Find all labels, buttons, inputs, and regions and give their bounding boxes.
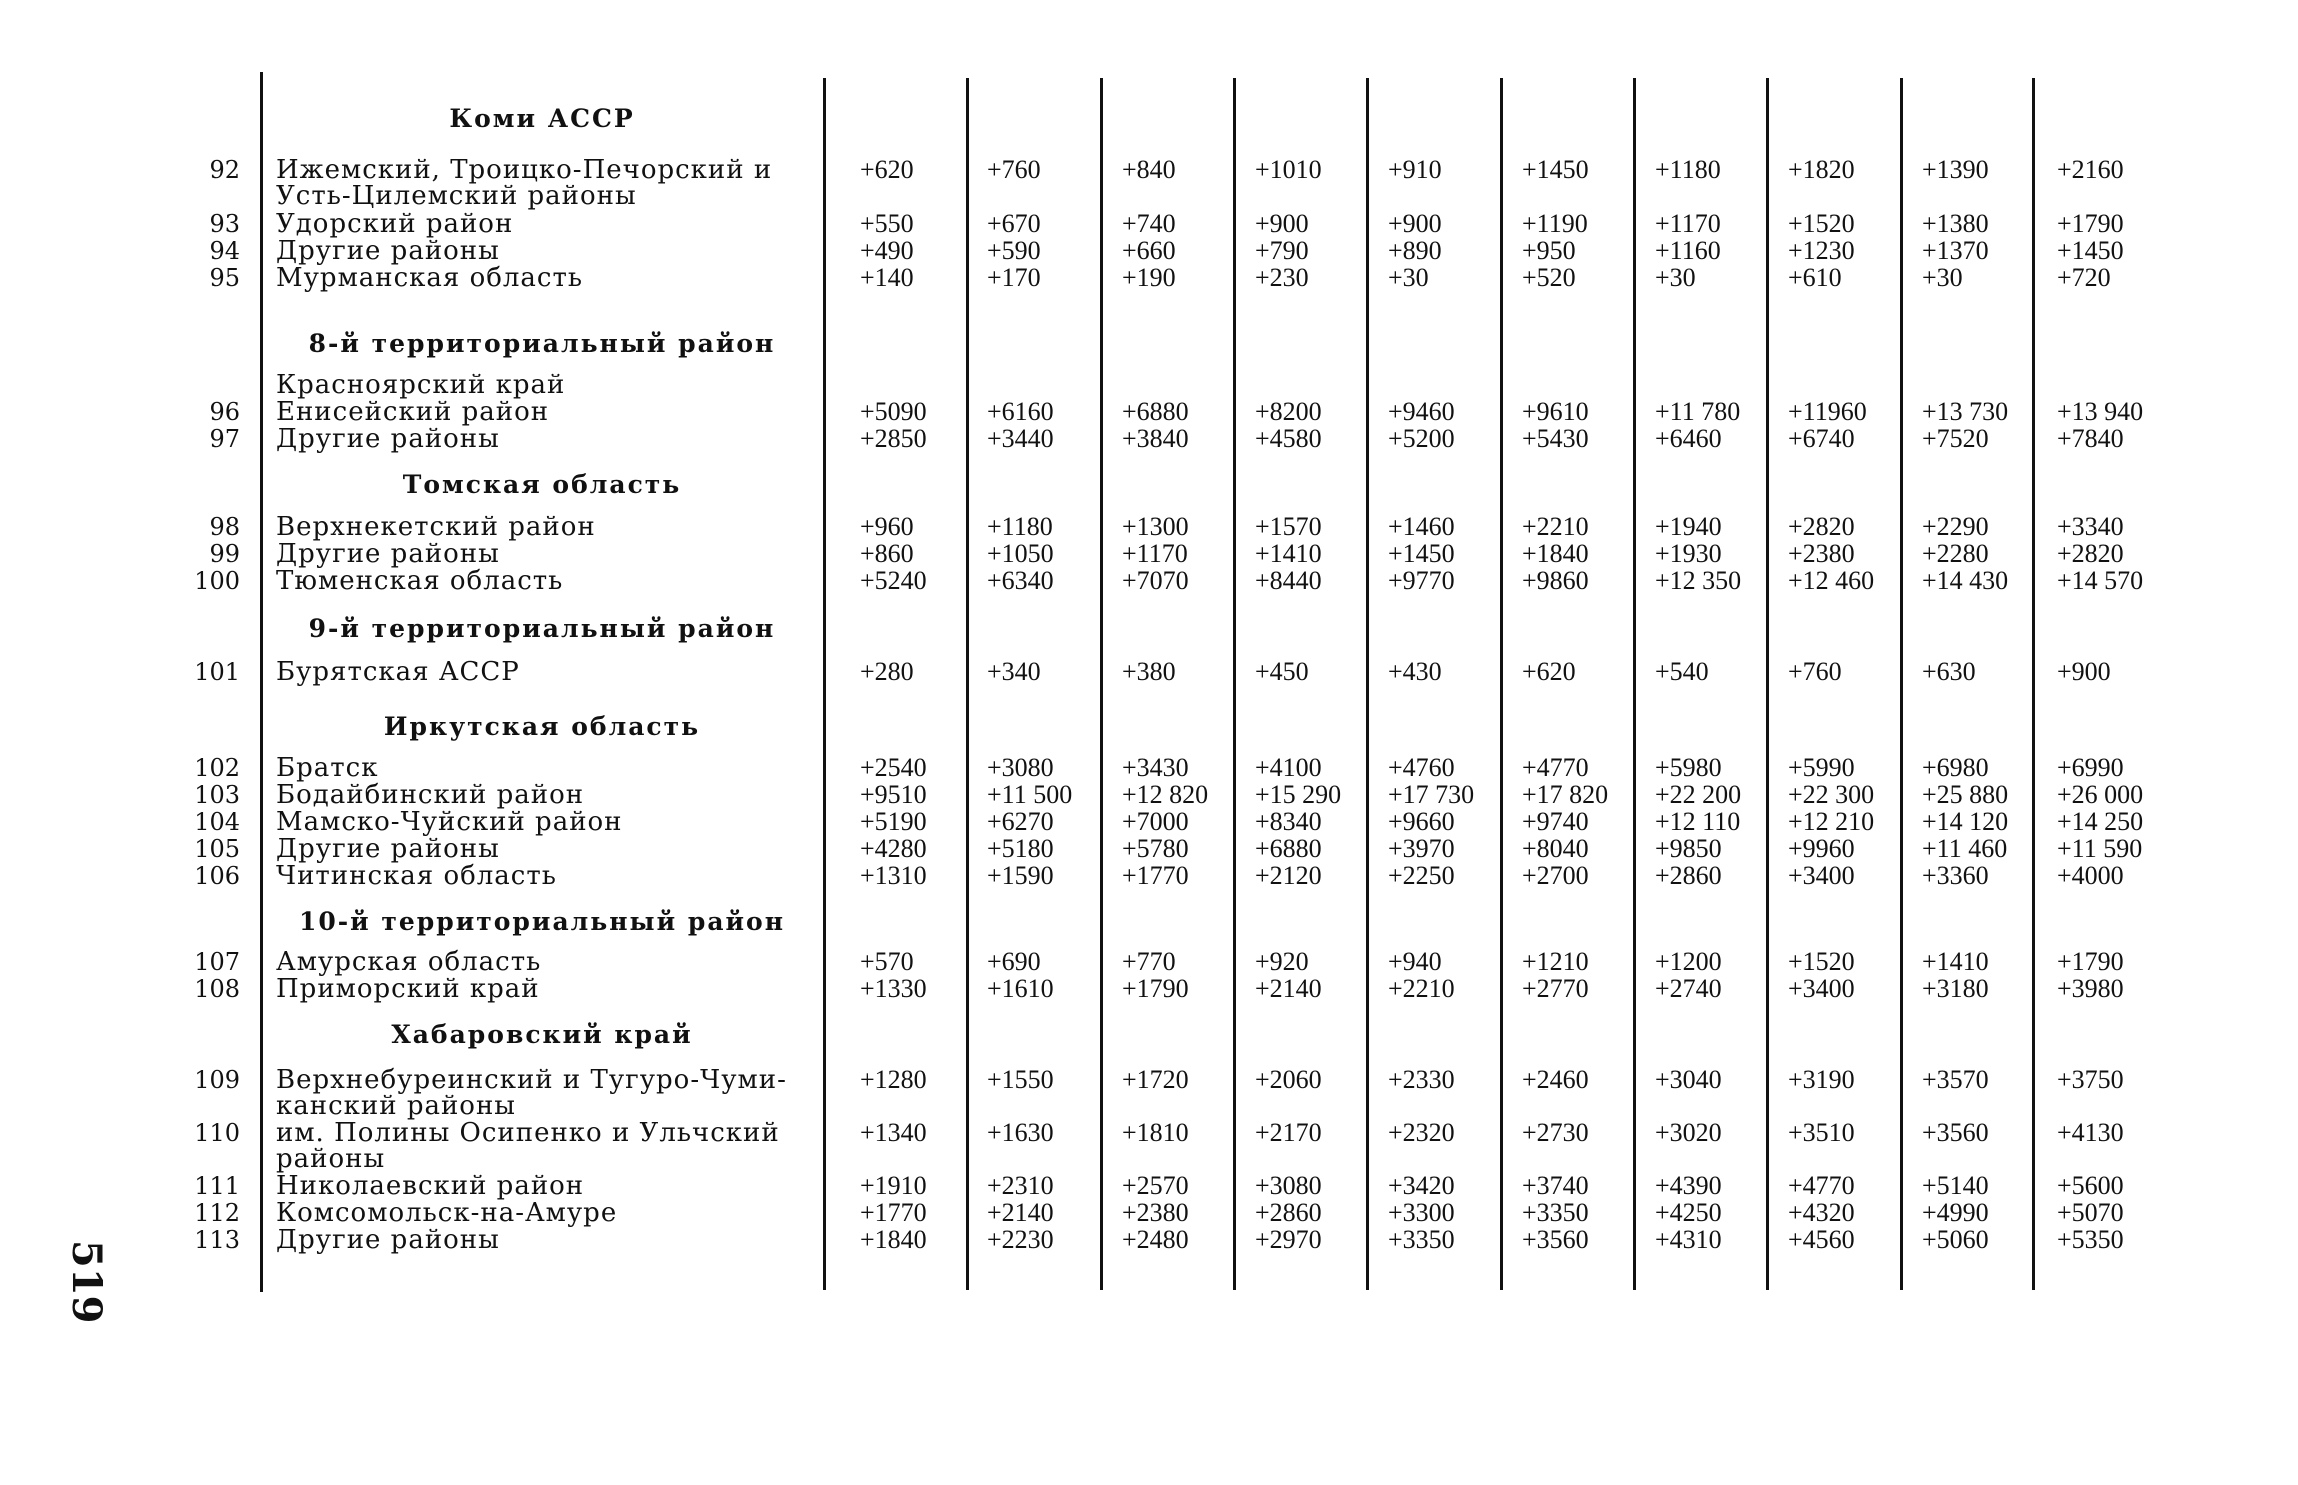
value-cell: +6340 (987, 566, 1054, 595)
value-cell: +2860 (1255, 1198, 1322, 1227)
column-rule (1233, 78, 1236, 1290)
value-cell: +230 (1255, 263, 1309, 292)
value-cell: +11 780 (1655, 397, 1741, 426)
value-cell: +550 (860, 209, 914, 238)
value-cell: +1450 (2057, 236, 2124, 265)
row-name: Приморский край (276, 974, 540, 1004)
row-name: Бодайбинский район (276, 780, 585, 810)
value-cell: +2380 (1122, 1198, 1189, 1227)
value-cell: +890 (1388, 236, 1442, 265)
row-number: 93 (209, 210, 240, 238)
section-header: Коми АССР (449, 104, 635, 133)
row-number: 106 (194, 862, 240, 890)
value-cell: +190 (1122, 263, 1176, 292)
value-cell: +690 (987, 947, 1041, 976)
value-cell: +3970 (1388, 834, 1455, 863)
value-cell: +12 460 (1788, 566, 1875, 595)
value-cell: +12 210 (1788, 807, 1875, 836)
value-cell: +4130 (2057, 1118, 2124, 1147)
value-cell: +4580 (1255, 424, 1322, 453)
column-rule (2032, 78, 2035, 1290)
value-cell: +6980 (1922, 753, 1989, 782)
value-cell: +1380 (1922, 209, 1989, 238)
value-cell: +1210 (1522, 947, 1589, 976)
value-cell: +3980 (2057, 974, 2124, 1003)
row-number: 103 (194, 781, 240, 809)
value-cell: +11 500 (987, 780, 1073, 809)
value-cell: +4310 (1655, 1225, 1722, 1254)
value-cell: +2320 (1388, 1118, 1455, 1147)
value-cell: +1820 (1788, 155, 1855, 184)
value-cell: +1410 (1255, 539, 1322, 568)
value-cell: +1770 (860, 1198, 927, 1227)
column-rule (1100, 78, 1103, 1290)
value-cell: +3570 (1922, 1065, 1989, 1094)
value-cell: +3440 (987, 424, 1054, 453)
value-cell: +15 290 (1255, 780, 1342, 809)
row-number: 101 (194, 658, 240, 686)
value-cell: +5140 (1922, 1171, 1989, 1200)
value-cell: +3080 (1255, 1171, 1322, 1200)
value-cell: +860 (860, 539, 914, 568)
value-cell: +1840 (860, 1225, 927, 1254)
value-cell: +900 (2057, 657, 2111, 686)
value-cell: +14 120 (1922, 807, 2009, 836)
value-cell: +9510 (860, 780, 927, 809)
value-cell: +9660 (1388, 807, 1455, 836)
value-cell: +2310 (987, 1171, 1054, 1200)
section-header: 10-й территориальный район (298, 907, 786, 936)
value-cell: +9610 (1522, 397, 1589, 426)
row-number: 95 (209, 264, 240, 292)
section-header: 8-й территориальный район (308, 329, 776, 358)
value-cell: +1200 (1655, 947, 1722, 976)
row-number: 112 (194, 1199, 240, 1227)
value-cell: +660 (1122, 236, 1176, 265)
value-cell: +2770 (1522, 974, 1589, 1003)
row-name: Братск (276, 753, 379, 783)
section-header: Иркутская область (383, 712, 701, 741)
value-cell: +5070 (2057, 1198, 2124, 1227)
value-cell: +1280 (860, 1065, 927, 1094)
value-cell: +1810 (1122, 1118, 1189, 1147)
value-cell: +1520 (1788, 947, 1855, 976)
value-cell: +5600 (2057, 1171, 2124, 1200)
value-cell: +760 (1788, 657, 1842, 686)
value-cell: +2740 (1655, 974, 1722, 1003)
value-cell: +5430 (1522, 424, 1589, 453)
value-cell: +3560 (1522, 1225, 1589, 1254)
value-cell: +8200 (1255, 397, 1322, 426)
value-cell: +3560 (1922, 1118, 1989, 1147)
value-cell: +7520 (1922, 424, 1989, 453)
row-number: 99 (209, 540, 240, 568)
value-cell: +3360 (1922, 861, 1989, 890)
value-cell: +2570 (1122, 1171, 1189, 1200)
row-name: Другие районы (276, 539, 500, 569)
row-number: 92 (209, 156, 240, 184)
value-cell: +14 430 (1922, 566, 2009, 595)
value-cell: +2380 (1788, 539, 1855, 568)
row-name: Другие районы (276, 1225, 500, 1255)
value-cell: +170 (987, 263, 1041, 292)
value-cell: +3750 (2057, 1065, 2124, 1094)
value-cell: +14 570 (2057, 566, 2144, 595)
value-cell: +1930 (1655, 539, 1722, 568)
row-name: им. Полины Осипенко и Ульчский (276, 1118, 780, 1148)
value-cell: +7840 (2057, 424, 2124, 453)
value-cell: +5980 (1655, 753, 1722, 782)
value-cell: +4390 (1655, 1171, 1722, 1200)
value-cell: +900 (1255, 209, 1309, 238)
value-cell: +2120 (1255, 861, 1322, 890)
value-cell: +4770 (1522, 753, 1589, 782)
value-cell: +9860 (1522, 566, 1589, 595)
value-cell: +1550 (987, 1065, 1054, 1094)
value-cell: +3020 (1655, 1118, 1722, 1147)
value-cell: +2820 (1788, 512, 1855, 541)
value-cell: +17 730 (1388, 780, 1475, 809)
value-cell: +1790 (2057, 209, 2124, 238)
value-cell: +1790 (2057, 947, 2124, 976)
value-cell: +2060 (1255, 1065, 1322, 1094)
value-cell: +11 590 (2057, 834, 2143, 863)
row-number: 113 (194, 1226, 240, 1254)
value-cell: +900 (1388, 209, 1442, 238)
value-cell: +380 (1122, 657, 1176, 686)
section-header: 9-й территориальный район (308, 614, 776, 643)
value-cell: +740 (1122, 209, 1176, 238)
value-cell: +1450 (1388, 539, 1455, 568)
row-number: 108 (194, 975, 240, 1003)
row-name: Комсомольск-на-Амуре (276, 1198, 618, 1228)
value-cell: +25 880 (1922, 780, 2009, 809)
row-name: Верхнекетский район (276, 512, 596, 542)
row-name: Читинская область (276, 861, 557, 891)
value-cell: +610 (1788, 263, 1842, 292)
value-cell: +3300 (1388, 1198, 1455, 1227)
table-left-rule (260, 72, 263, 1292)
page-number: 519 (63, 1240, 110, 1324)
value-cell: +1170 (1122, 539, 1188, 568)
value-cell: +3400 (1788, 974, 1855, 1003)
value-cell: +1450 (1522, 155, 1589, 184)
value-cell: +5200 (1388, 424, 1455, 453)
value-cell: +490 (860, 236, 914, 265)
value-cell: +3080 (987, 753, 1054, 782)
value-cell: +2290 (1922, 512, 1989, 541)
value-cell: +2250 (1388, 861, 1455, 890)
value-cell: +6880 (1255, 834, 1322, 863)
value-cell: +5190 (860, 807, 927, 836)
column-rule (1900, 78, 1903, 1290)
value-cell: +2140 (1255, 974, 1322, 1003)
column-rule (966, 78, 969, 1290)
value-cell: +280 (860, 657, 914, 686)
value-cell: +1410 (1922, 947, 1989, 976)
row-name: Другие районы (276, 834, 500, 864)
value-cell: +1590 (987, 861, 1054, 890)
value-cell: +1940 (1655, 512, 1722, 541)
row-number: 111 (194, 1172, 240, 1200)
value-cell: +140 (860, 263, 914, 292)
row-name: Усть-Цилемский районы (276, 181, 637, 211)
value-cell: +720 (2057, 263, 2111, 292)
value-cell: +3740 (1522, 1171, 1589, 1200)
row-name: Другие районы (276, 236, 500, 266)
row-name: Удорский район (276, 209, 514, 239)
value-cell: +4320 (1788, 1198, 1855, 1227)
value-cell: +5180 (987, 834, 1054, 863)
value-cell: +8040 (1522, 834, 1589, 863)
value-cell: +11 460 (1922, 834, 2008, 863)
value-cell: +1180 (987, 512, 1053, 541)
row-number: 102 (194, 754, 240, 782)
value-cell: +14 250 (2057, 807, 2144, 836)
value-cell: +1570 (1255, 512, 1322, 541)
row-number: 109 (194, 1066, 240, 1094)
value-cell: +520 (1522, 263, 1576, 292)
value-cell: +450 (1255, 657, 1309, 686)
value-cell: +1310 (860, 861, 927, 890)
row-number: 107 (194, 948, 240, 976)
value-cell: +1910 (860, 1171, 927, 1200)
value-cell: +7070 (1122, 566, 1189, 595)
column-rule (1633, 78, 1636, 1290)
value-cell: +340 (987, 657, 1041, 686)
value-cell: +9850 (1655, 834, 1722, 863)
value-cell: +4250 (1655, 1198, 1722, 1227)
value-cell: +1190 (1522, 209, 1588, 238)
column-rule (1500, 78, 1503, 1290)
value-cell: +13 730 (1922, 397, 2009, 426)
value-cell: +2230 (987, 1225, 1054, 1254)
value-cell: +7000 (1122, 807, 1189, 836)
value-cell: +840 (1122, 155, 1176, 184)
value-cell: +3340 (2057, 512, 2124, 541)
value-cell: +30 (1922, 263, 1963, 292)
value-cell: +4100 (1255, 753, 1322, 782)
value-cell: +540 (1655, 657, 1709, 686)
value-cell: +4000 (2057, 861, 2124, 890)
value-cell: +1340 (860, 1118, 927, 1147)
value-cell: +3840 (1122, 424, 1189, 453)
value-cell: +3350 (1522, 1198, 1589, 1227)
value-cell: +8440 (1255, 566, 1322, 595)
value-cell: +2280 (1922, 539, 1989, 568)
value-cell: +2480 (1122, 1225, 1189, 1254)
value-cell: +5350 (2057, 1225, 2124, 1254)
value-cell: +4280 (860, 834, 927, 863)
section-header: Хабаровский край (391, 1020, 693, 1049)
row-number: 98 (209, 513, 240, 541)
value-cell: +1010 (1255, 155, 1322, 184)
value-cell: +1840 (1522, 539, 1589, 568)
value-cell: +910 (1388, 155, 1442, 184)
row-name: Енисейский район (276, 397, 550, 427)
value-cell: +8340 (1255, 807, 1322, 836)
row-name: Верхнебуреинский и Тугуро-Чуми- (276, 1065, 787, 1095)
row-name: Николаевский район (276, 1171, 585, 1201)
row-number: 110 (194, 1119, 240, 1147)
value-cell: +1050 (987, 539, 1054, 568)
value-cell: +2170 (1255, 1118, 1322, 1147)
row-name: Красноярский край (276, 370, 566, 400)
row-name: Тюменская область (276, 566, 564, 596)
row-name: Бурятская АССР (276, 657, 520, 687)
column-rule (1766, 78, 1769, 1290)
row-number: 105 (194, 835, 240, 863)
value-cell: +9740 (1522, 807, 1589, 836)
column-rule (1366, 78, 1369, 1290)
row-name: канский районы (276, 1091, 516, 1121)
value-cell: +1770 (1122, 861, 1189, 890)
value-cell: +670 (987, 209, 1041, 238)
value-cell: +22 200 (1655, 780, 1742, 809)
value-cell: +9460 (1388, 397, 1455, 426)
value-cell: +960 (860, 512, 914, 541)
value-cell: +1520 (1788, 209, 1855, 238)
value-cell: +1230 (1788, 236, 1855, 265)
value-cell: +13 940 (2057, 397, 2144, 426)
value-cell: +3040 (1655, 1065, 1722, 1094)
value-cell: +920 (1255, 947, 1309, 976)
value-cell: +570 (860, 947, 914, 976)
value-cell: +940 (1388, 947, 1442, 976)
value-cell: +1180 (1655, 155, 1721, 184)
value-cell: +1370 (1922, 236, 1989, 265)
value-cell: +6740 (1788, 424, 1855, 453)
row-number: 100 (194, 567, 240, 595)
value-cell: +1630 (987, 1118, 1054, 1147)
value-cell: +4760 (1388, 753, 1455, 782)
value-cell: +6160 (987, 397, 1054, 426)
value-cell: +1300 (1122, 512, 1189, 541)
value-cell: +26 000 (2057, 780, 2144, 809)
value-cell: +1610 (987, 974, 1054, 1003)
value-cell: +6880 (1122, 397, 1189, 426)
value-cell: +2730 (1522, 1118, 1589, 1147)
value-cell: +5780 (1122, 834, 1189, 863)
value-cell: +2540 (860, 753, 927, 782)
row-name: Мурманская область (276, 263, 584, 293)
value-cell: +5090 (860, 397, 927, 426)
value-cell: +6460 (1655, 424, 1722, 453)
row-number: 94 (209, 237, 240, 265)
value-cell: +1330 (860, 974, 927, 1003)
value-cell: +2700 (1522, 861, 1589, 890)
value-cell: +9960 (1788, 834, 1855, 863)
value-cell: +2160 (2057, 155, 2124, 184)
value-cell: +4990 (1922, 1198, 1989, 1227)
value-cell: +5990 (1788, 753, 1855, 782)
value-cell: +4560 (1788, 1225, 1855, 1254)
value-cell: +3180 (1922, 974, 1989, 1003)
row-number: 96 (209, 398, 240, 426)
value-cell: +9770 (1388, 566, 1455, 595)
row-name: Мамско-Чуйский район (276, 807, 623, 837)
value-cell: +630 (1922, 657, 1976, 686)
value-cell: +6990 (2057, 753, 2124, 782)
value-cell: +11960 (1788, 397, 1867, 426)
value-cell: +6270 (987, 807, 1054, 836)
value-cell: +430 (1388, 657, 1442, 686)
value-cell: +620 (1522, 657, 1576, 686)
row-name: районы (276, 1144, 386, 1174)
value-cell: +590 (987, 236, 1041, 265)
value-cell: +760 (987, 155, 1041, 184)
value-cell: +5240 (860, 566, 927, 595)
value-cell: +17 820 (1522, 780, 1609, 809)
section-header: Томская область (402, 470, 682, 499)
row-number: 104 (194, 808, 240, 836)
value-cell: +2460 (1522, 1065, 1589, 1094)
value-cell: +12 350 (1655, 566, 1742, 595)
value-cell: +2820 (2057, 539, 2124, 568)
value-cell: +3350 (1388, 1225, 1455, 1254)
value-cell: +1790 (1122, 974, 1189, 1003)
value-cell: +1160 (1655, 236, 1721, 265)
value-cell: +3420 (1388, 1171, 1455, 1200)
value-cell: +3400 (1788, 861, 1855, 890)
value-cell: +22 300 (1788, 780, 1875, 809)
value-cell: +3510 (1788, 1118, 1855, 1147)
value-cell: +2210 (1388, 974, 1455, 1003)
value-cell: +2860 (1655, 861, 1722, 890)
row-name: Другие районы (276, 424, 500, 454)
value-cell: +950 (1522, 236, 1576, 265)
value-cell: +790 (1255, 236, 1309, 265)
value-cell: +12 820 (1122, 780, 1209, 809)
value-cell: +2850 (860, 424, 927, 453)
value-cell: +1720 (1122, 1065, 1189, 1094)
value-cell: +1460 (1388, 512, 1455, 541)
row-number: 97 (209, 425, 240, 453)
value-cell: +1390 (1922, 155, 1989, 184)
value-cell: +12 110 (1655, 807, 1741, 836)
value-cell: +3430 (1122, 753, 1189, 782)
value-cell: +2970 (1255, 1225, 1322, 1254)
value-cell: +30 (1655, 263, 1696, 292)
row-name: Ижемский, Троицко-Печорский и (276, 155, 773, 185)
value-cell: +2210 (1522, 512, 1589, 541)
value-cell: +1170 (1655, 209, 1721, 238)
column-rule (823, 78, 826, 1290)
value-cell: +30 (1388, 263, 1429, 292)
value-cell: +620 (860, 155, 914, 184)
row-name: Амурская область (276, 947, 542, 977)
value-cell: +4770 (1788, 1171, 1855, 1200)
value-cell: +2330 (1388, 1065, 1455, 1094)
value-cell: +2140 (987, 1198, 1054, 1227)
value-cell: +3190 (1788, 1065, 1855, 1094)
value-cell: +5060 (1922, 1225, 1989, 1254)
value-cell: +770 (1122, 947, 1176, 976)
